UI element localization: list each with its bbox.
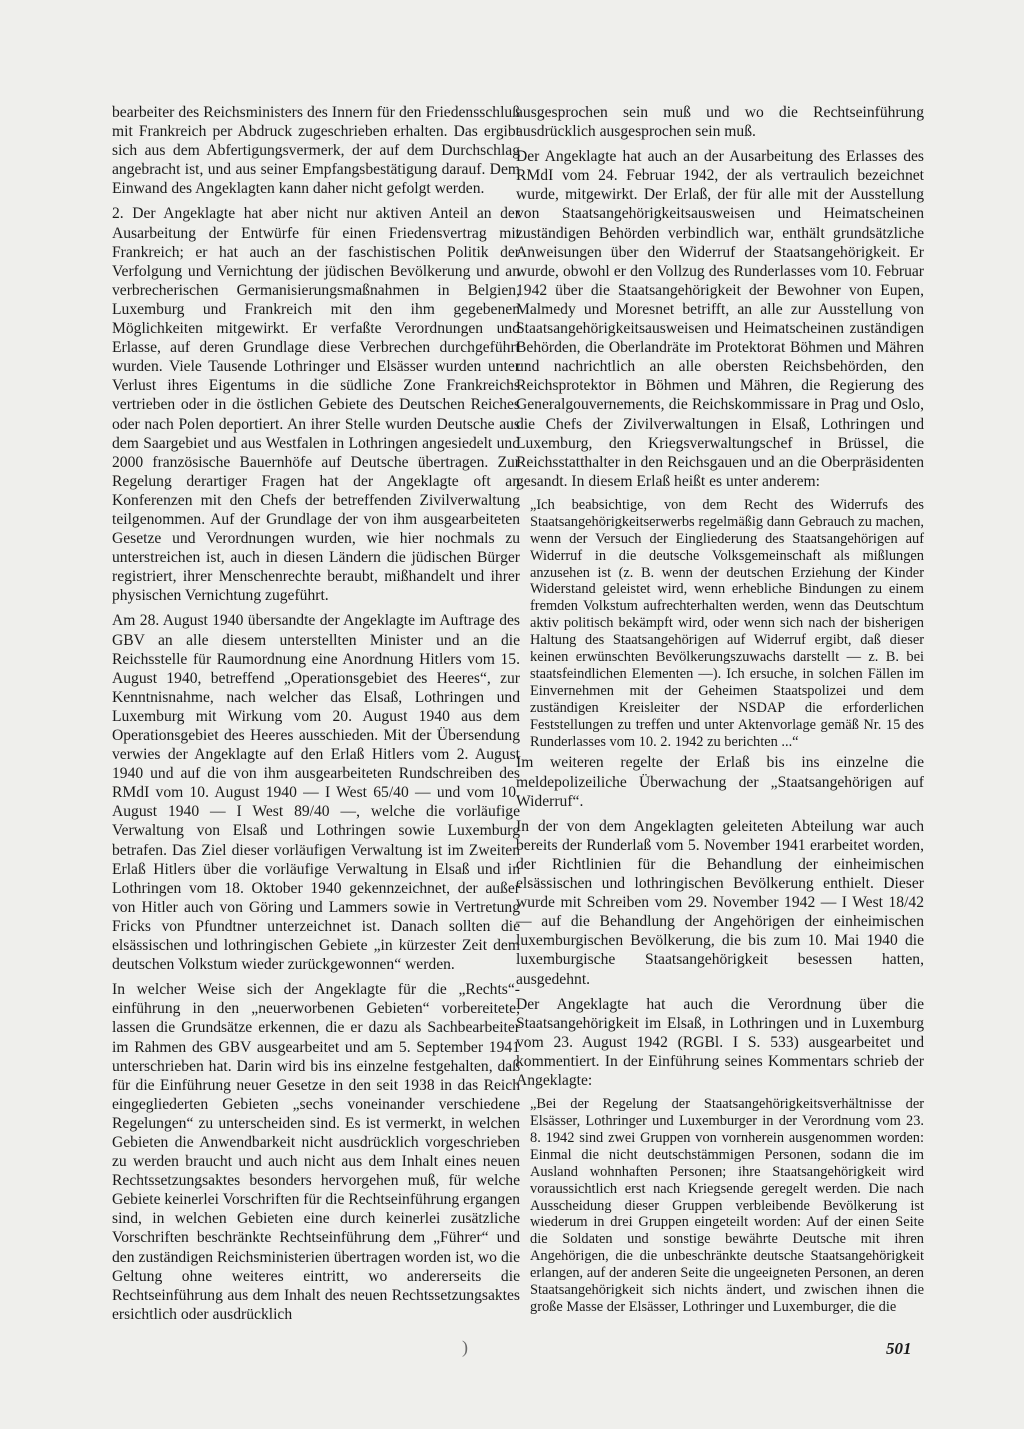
page-number: 501 [886,1339,912,1358]
block-quote: „Bei der Regelung der Staatsangehörigkeitsverhältnisse der Elsässer, Lothringer und Luxemburger in der Verordnung vom 23. 8. 1942 sind zwei Gruppen von vornherein ausgenommen worden: Einmal die nicht deutschstämmigen Personen, sodann die im Ausland wohnhaften Personen; ihre Staatsangehörigkeit wird voraussichtlich erst nach Kriegsende geregelt werden. Die nach Ausscheidung dieser Gruppen verbleibende Bevölkerung ist wiederum in drei Gruppen eingeteilt worden: Auf der einen Seite die Soldaten und sonstige bewährte Deutsche mit ihren Angehörigen, die die unbeschränkte deutsche Staatsangehörigkeit erlangen, auf der anderen Seite die ungeeigneten Personen, an deren Staatsangehörigkeit sich nichts ändert, und zwischen ihnen die große Masse der Elsässer, Lothringer und Luxemburger, die die [530,1096,924,1315]
paragraph: Der Angeklagte hat auch an der Ausarbeitung des Erlasses des RMdI vom 24. Februar 1942, der als vertraulich bezeichnet wurde, mitgewirkt. Der Erlaß, der für alle mit der Ausstellung von Staatsangehörigkeitsausweisen und Heimatscheinen zuständigen Behörden verbindlich war, enthält grundsätzliche Anweisungen über den Widerruf der Staatsangehörigkeit. Er wurde, obwohl er den Vollzug des Runderlasses vom 10. Februar 1942 über die Staatsangehörigkeit der Bewohner von Eupen, Malmedy und Moresnet betrifft, an alle zur Ausstellung von Staatsangehörigkeitsausweisen und Heimatscheinen zuständigen Behörden, die Oberlandräte im Protektorat Böhmen und Mähren und nachrichtlich an alle obersten Reichsbehörden, den Reichsprotektor in Böhmen und Mähren, die Regierung des Generalgouvernements, die Reichskommissare in Prag und Oslo, die Chefs der Zivilverwaltungen in Elsaß, Lothringen und Luxemburg, den Kriegsverwaltungschef in Brüssel, die Reichsstatthalter in den Reichsgauen und an die Oberpräsidenten gesandt. In diesem Erlaß heißt es unter anderem: [516,148,924,490]
paragraph: In welcher Weise sich der Angeklagte für die „Rechts“-einführung in den „neuerworbenen Gebieten“ vorbereitete, lassen die Grundsätze erkennen, die er dazu als Sachbearbeiter im Rahmen des GBV ausgearbeitet und am 5. September 1941 unterschrieben hat. Darin wird bis ins einzelne festgehalten, daß für die Einführung neuer Gesetze in den seit 1938 in das Reich eingegliederten Gebieten „sechs voneinander verschiedene Regelungen“ zu unterscheiden sind. Es ist vermerkt, in welchen Gebieten die Anwendbarkeit nicht ausdrücklich vorgeschrieben zu werden braucht und auch nicht aus dem Inhalt eines neuen Rechtssetzungsaktes besonders hervorgehen muß, für welche Gebiete keinerlei Vorschriften für die Rechtseinführung ergangen sind, in welchen Gebieten eine durch keinerlei zusätzliche Vorschriften beschränkte Rechtseinführung dem „Führer“ und den zuständigen Reichsministerien übertragen worden ist, wo die Geltung ohne weiteres eintritt, wo andererseits die Rechtseinführung aus dem Inhalt des neuen Rechtssetzungsaktes ersichtlich oder ausdrücklich [112,981,520,1323]
paragraph: 2. Der Angeklagte hat aber nicht nur aktiven Anteil an der Ausarbeitung der Entwürfe für einen Friedensvertrag mit Frankreich; er hat auch an der faschistischen Politik der Verfolgung und Vernichtung der jüdischen Bevölkerung und an verbrecherischen Germanisierungsmaßnahmen in Belgien, Luxemburg und Frankreich mit den ihm gegebenen Möglichkeiten mitgewirkt. Er verfaßte Verordnungen und Erlasse, auf deren Grundlage diese Verbrechen durchgeführt wurden. Viele Tausende Lothringer und Elsässer wurden unter Verlust ihres Eigentums in die südliche Zone Frankreichs vertrieben oder in die östlichen Gebiete des Deutschen Reiches oder nach Polen deportiert. An ihrer Stelle wurden Deutsche aus dem Saargebiet und aus Westfalen in Lothringen angesiedelt und 2000 französische Bauernhöfe auf Deutsche übertragen. Zur Regelung derartiger Fragen hat der Angeklagte oft an Konferenzen mit den Chefs der betreffenden Zivilverwaltung teilgenommen. Auf der Grundlage der von ihm ausgearbeiteten Gesetze und Verordnungen wurden, wie hier nochmals zu unterstreichen ist, auch in diesen Ländern die jüdischen Bürger registriert, ihrer Menschenrechte beraubt, mißhandelt und ihrer physischen Vernichtung zugeführt. [112,205,520,605]
paragraph: Am 28. August 1940 übersandte der Angeklagte im Auftrage des GBV an alle diesem unterstellten Minister und an die Reichsstelle für Raumordnung eine Anordnung Hitlers vom 15. August 1940, betreffend „Operationsgebiet des Heeres“, zur Kenntnisnahme, nach welcher das Elsaß, Lothringen und Luxemburg mit Wirkung vom 20. August 1940 aus dem Operationsgebiet des Heeres ausschieden. Mit der Übersendung verwies der Angeklagte auf den Erlaß Hitlers vom 2. August 1940 und auf die von ihm ausgearbeiteten Rundschreiben des RMdI vom 10. August 1940 — I West 65/40 — und vom 10. August 1940 — I West 89/40 —, welche die vorläufige Verwaltung von Elsaß und Lothringen sowie Luxemburg betrafen. Das Ziel dieser vorläufigen Verwaltung ist im Zweiten Erlaß Hitlers über die vorläufige Verwaltung in Elsaß und in Lothringen vom 18. Oktober 1940 gekennzeichnet, der außer von Hitler auch von Göring und Lammers sowie in Vertretung Fricks von Pfundtner unterzeichnet ist. Danach sollten die elsässischen und lothringischen Gebiete „in kürzester Zeit dem deutschen Volkstum wieder zurückgewonnen“ werden. [112,612,520,974]
block-quote: „Ich beabsichtige, von dem Recht des Widerrufs des Staatsangehörigkeitserwerbs regelmäßig dann Gebrauch zu machen, wenn der Versuch der Eingliederung des Staatsangehörigen auf Widerruf in die deutsche Volksgemeinschaft als mißlungen anzusehen ist (z. B. wenn der deutschen Erziehung der Kinder Widerstand geleistet wird, wenn erhebliche Bindungen zu einem fremden Volkstum aufrechterhalten werden, wenn das Deutschtum aktiv politisch bekämpft wird, oder wenn sich nach der bisherigen Haltung des Staatsangehörigen auf Widerruf ergibt, daß dieser keinen erwünschten Bevölkerungszuwachs darstellt — z. B. bei staatsfeindlichen Elementen —). Ich ersuche, in solchen Fällen im Einvernehmen mit der Geheimen Staatspolizei und dem zuständigen Kreisleiter der NSDAP die erforderlichen Feststellungen zu treffen und unter Aktenvorlage gemäß Nr. 15 des Runderlasses vom 10. 2. 1942 zu berichten ...“ [530,496,924,750]
paragraph: ausgesprochen sein muß und wo die Rechtseinführung ausdrücklich ausgesprochen sein muß. [516,104,924,141]
paragraph: Der Angeklagte hat auch die Verordnung über die Staatsangehörigkeit im Elsaß, in Lothringen und in Luxemburg vom 23. August 1942 (RGBl. I S. 533) ausgearbeitet und kommentiert. In der Einführung seines Kommentars schrieb der Angeklagte: [516,995,924,1089]
scan-mark-icon: ) [462,1337,468,1357]
right-column [516,103,924,1319]
paragraph: bearbeiter des Reichsministers des Innern für den Friedensschluß mit Frankreich per Abdruck zugeschrieben erhalten. Das ergibt sich aus dem Abfertigungsvermerk, der auf dem Durchschlag angebracht ist, und aus seiner Empfangsbestätigung darauf. Dem Einwand des Angeklagten kann daher nicht gefolgt werden. [112,104,520,198]
left-column [112,103,520,1330]
paragraph: Im weiteren regelte der Erlaß bis ins einzelne die meldepolizeiliche Überwachung der „Staatsangehörigen auf Widerruf“. [516,754,924,810]
paragraph: In der von dem Angeklagten geleiteten Abteilung war auch bereits der Runderlaß vom 5. November 1941 erarbeitet worden, der Richtlinien für die Behandlung der einheimischen elsässischen und lothringischen Bevölkerung enthielt. Dieser wurde mit Schreiben vom 29. November 1942 — I West 18/42 — auf die Behandlung der Angehörigen der einheimischen luxemburgischen Bevölkerung, die bis zum 10. Mai 1940 die luxemburgische Staatsangehörigkeit besessen hatten, ausgedehnt. [516,817,924,988]
